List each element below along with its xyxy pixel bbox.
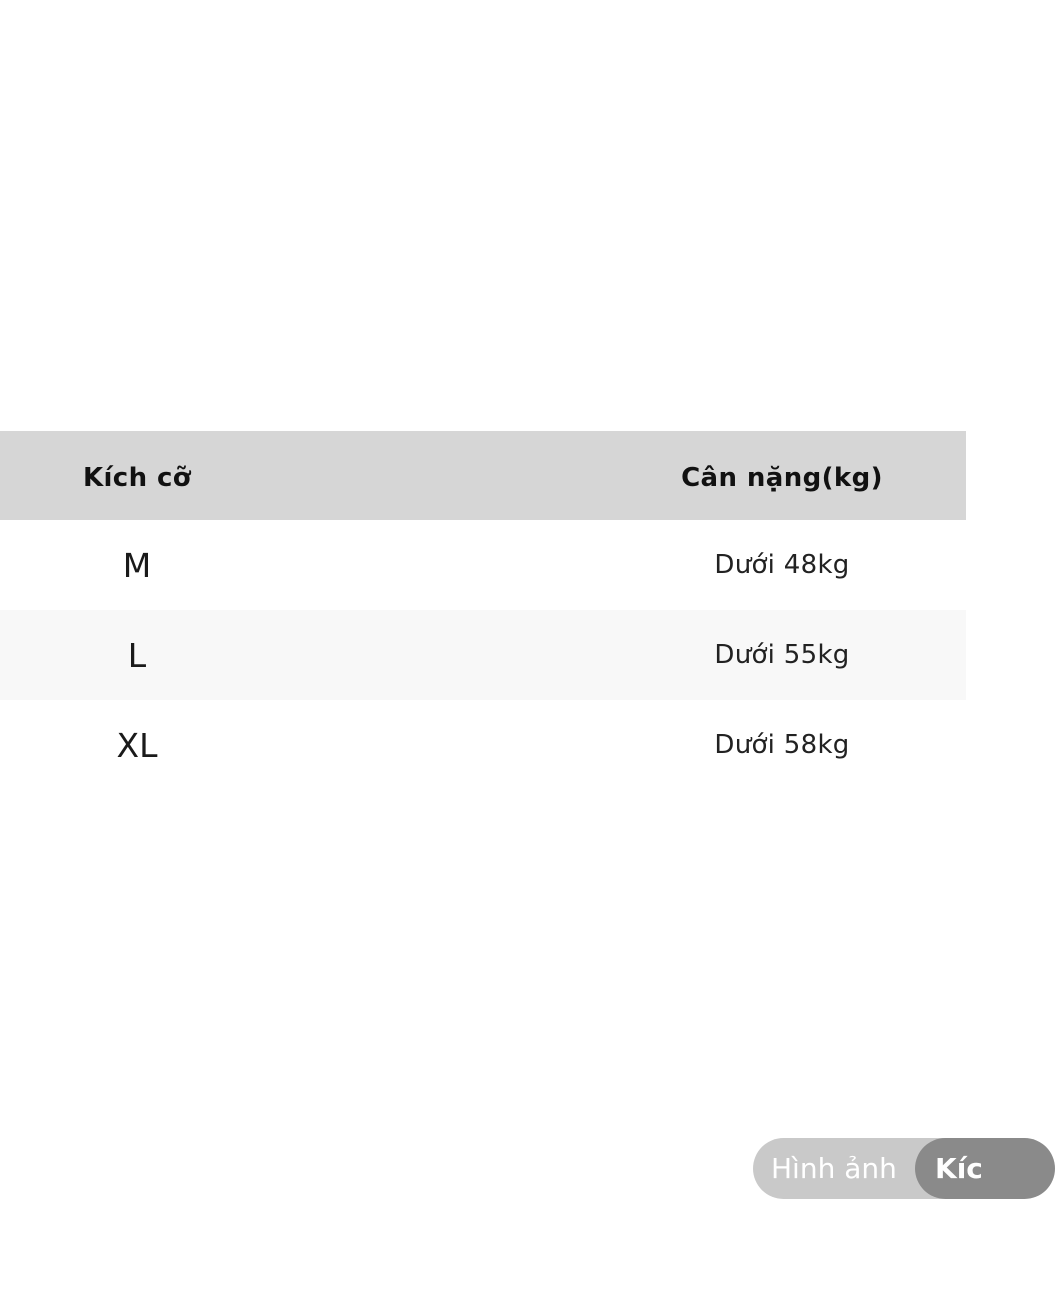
tab-size[interactable]: Kíc: [915, 1138, 1055, 1199]
image-size-tab-switcher: [753, 1138, 1013, 1199]
size-cell: L: [127, 635, 147, 675]
table-row: [0, 520, 966, 610]
weight-cell: Dưới 55kg: [714, 640, 850, 670]
weight-cell: Dưới 48kg: [714, 550, 850, 580]
table-header-row: [0, 431, 966, 520]
table-row: [0, 700, 966, 790]
size-cell: XL: [116, 725, 158, 765]
header-size: Kích cỡ: [82, 462, 192, 493]
weight-cell: Dưới 58kg: [714, 730, 850, 760]
table-row: [0, 610, 966, 700]
size-cell: M: [122, 545, 152, 585]
tab-images[interactable]: Hình ảnh: [771, 1152, 897, 1185]
header-weight: Cân nặng(kg): [681, 462, 883, 493]
size-chart-table: [0, 431, 966, 790]
